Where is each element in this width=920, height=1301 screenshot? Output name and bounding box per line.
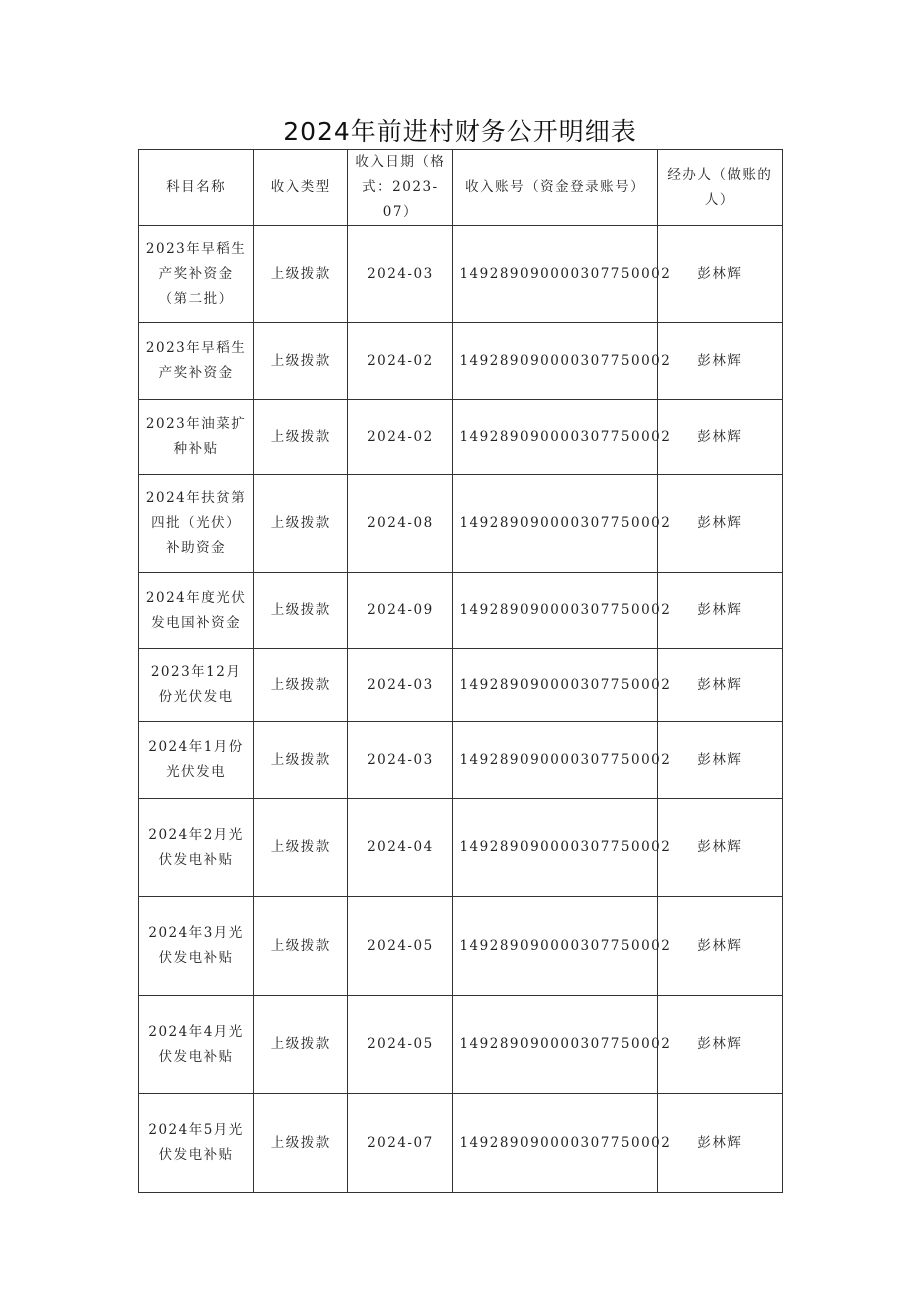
table-row [139,475,783,573]
cell-type: 上级拨款 [254,722,348,799]
table-row [139,573,783,649]
cell-type: 上级拨款 [254,996,348,1094]
cell-subject: 2024年5月光伏发电补贴 [139,1094,254,1193]
cell-handler: 彭林辉 [657,897,782,996]
page-title: 2024年前进村财务公开明细表 [283,117,637,146]
cell-date: 2024-05 [348,897,453,996]
header-account: 收入账号（资金登录账号） [453,150,657,226]
cell-account: 149289090000307750002 [453,996,657,1094]
cell-date: 2024-02 [348,323,453,400]
cell-subject: 2023年早稻生产奖补资金（第二批） [139,226,254,323]
cell-account: 149289090000307750002 [453,649,657,722]
table-row [139,996,783,1094]
cell-handler: 彭林辉 [657,649,782,722]
cell-account: 149289090000307750002 [453,475,657,573]
cell-type: 上级拨款 [254,573,348,649]
cell-subject: 2023年油菜扩种补贴 [139,400,254,475]
table-row [139,799,783,897]
cell-type: 上级拨款 [254,897,348,996]
cell-handler: 彭林辉 [657,799,782,897]
cell-subject: 2024年度光伏发电国补资金 [139,573,254,649]
cell-account: 149289090000307750002 [453,400,657,475]
cell-type: 上级拨款 [254,1094,348,1193]
cell-handler: 彭林辉 [657,400,782,475]
header-date: 收入日期（格式：2023-07） [348,150,453,226]
table-row [139,649,783,722]
cell-type: 上级拨款 [254,649,348,722]
header-handler: 经办人（做账的人） [657,150,782,226]
cell-date: 2024-08 [348,475,453,573]
header-type: 收入类型 [254,150,348,226]
cell-date: 2024-03 [348,649,453,722]
header-subject: 科目名称 [139,150,254,226]
cell-type: 上级拨款 [254,475,348,573]
table-row [139,722,783,799]
cell-type: 上级拨款 [254,400,348,475]
cell-account: 149289090000307750002 [453,226,657,323]
cell-subject: 2023年早稻生产奖补资金 [139,323,254,400]
cell-type: 上级拨款 [254,323,348,400]
cell-account: 149289090000307750002 [453,799,657,897]
cell-date: 2024-09 [348,573,453,649]
cell-handler: 彭林辉 [657,323,782,400]
cell-account: 149289090000307750002 [453,1094,657,1193]
cell-date: 2024-05 [348,996,453,1094]
table-header-row [139,150,783,226]
cell-subject: 2024年扶贫第四批（光伏）补助资金 [139,475,254,573]
cell-date: 2024-02 [348,400,453,475]
cell-date: 2024-03 [348,722,453,799]
cell-date: 2024-03 [348,226,453,323]
cell-handler: 彭林辉 [657,226,782,323]
cell-subject: 2024年1月份光伏发电 [139,722,254,799]
table-row [139,226,783,323]
cell-account: 149289090000307750002 [453,573,657,649]
cell-handler: 彭林辉 [657,475,782,573]
cell-subject: 2024年3月光伏发电补贴 [139,897,254,996]
table-row [139,897,783,996]
cell-date: 2024-04 [348,799,453,897]
cell-handler: 彭林辉 [657,573,782,649]
cell-subject: 2023年12月份光伏发电 [139,649,254,722]
cell-account: 149289090000307750002 [453,722,657,799]
cell-type: 上级拨款 [254,799,348,897]
cell-account: 149289090000307750002 [453,323,657,400]
cell-handler: 彭林辉 [657,1094,782,1193]
table-row [139,400,783,475]
table-row [139,1094,783,1193]
cell-subject: 2024年4月光伏发电补贴 [139,996,254,1094]
cell-handler: 彭林辉 [657,722,782,799]
finance-table [138,149,783,1193]
table-row [139,323,783,400]
cell-handler: 彭林辉 [657,996,782,1094]
cell-account: 149289090000307750002 [453,897,657,996]
cell-type: 上级拨款 [254,226,348,323]
cell-date: 2024-07 [348,1094,453,1193]
cell-subject: 2024年2月光伏发电补贴 [139,799,254,897]
